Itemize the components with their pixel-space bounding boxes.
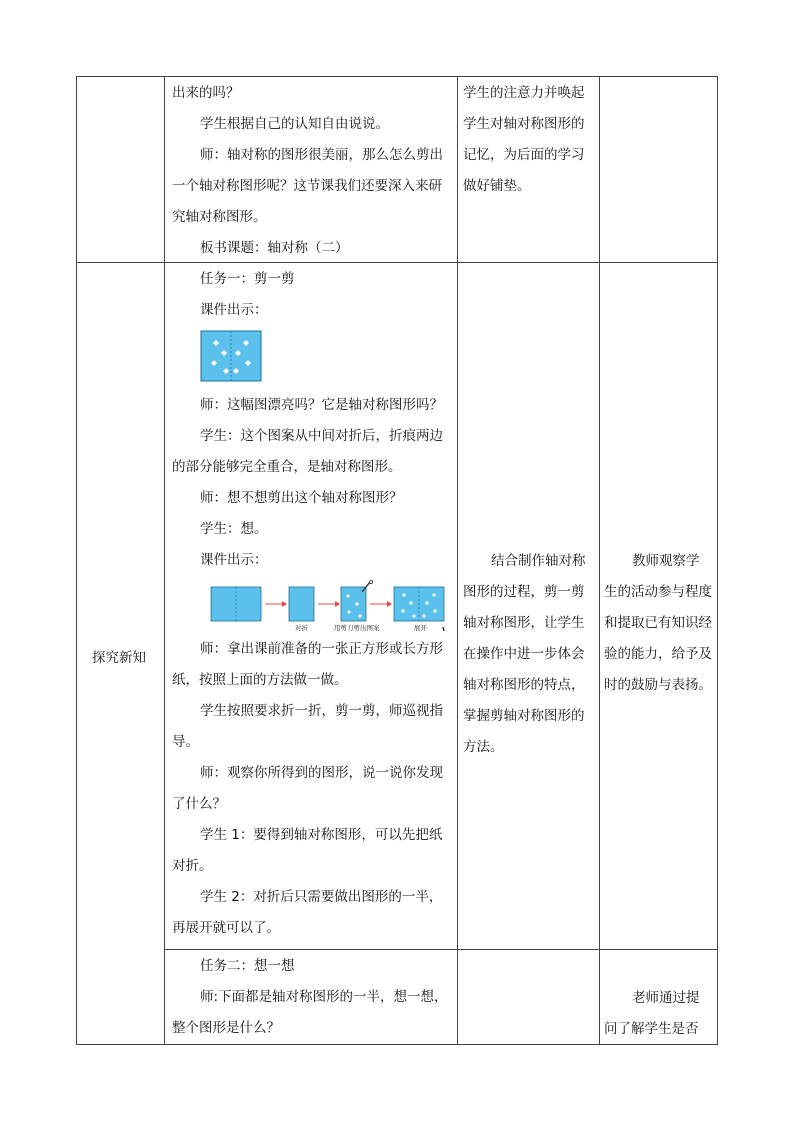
process-line: 师：观察你所得到的图形，说一说你发现了什么？ xyxy=(172,765,443,812)
process-line: 板书课题：轴对称（二） xyxy=(200,240,349,256)
stage-label: 探究新知 xyxy=(92,650,146,666)
arrow-icon xyxy=(318,601,340,607)
row-divider-2 xyxy=(164,949,718,950)
process-line: 学生：想。 xyxy=(200,521,268,537)
step-caption-unfold: 展开 xyxy=(414,624,427,632)
row3-process-cell xyxy=(172,951,452,1044)
folding-steps-figure xyxy=(210,580,456,632)
row2-eval-cell xyxy=(604,546,712,701)
table-right-border xyxy=(717,76,718,1045)
process-line: 任务一：剪一剪 xyxy=(200,271,295,287)
scissors-icon xyxy=(362,580,373,592)
eval-text: 教师观察学生的活动参与程度和提取已有知识经验的能力，给予及时的鼓励与表扬。 xyxy=(604,553,712,693)
process-line: 师：这幅图漂亮吗？它是轴对称图形吗？ xyxy=(200,397,443,413)
column-divider-2 xyxy=(457,76,458,1045)
process-line: 师：拿出课前准备的一张正方形或长方形纸，按照上面的方法做一做。 xyxy=(172,641,443,688)
row3-eval-cell xyxy=(604,983,712,1045)
process-line: 学生根据自己的认知自由说说。 xyxy=(200,116,389,132)
column-divider-3 xyxy=(599,76,600,1045)
arrow-icon xyxy=(265,601,287,607)
pattern-figure xyxy=(200,330,262,382)
process-line: 课件出示： xyxy=(200,302,268,318)
arrow-icon xyxy=(370,601,392,607)
process-line: 学生 1：要得到轴对称图形，可以先把纸对折。 xyxy=(172,827,443,874)
process-line: 学生按照要求折一折，剪一剪，师巡视指导。 xyxy=(172,703,443,750)
step-unfolded-paper xyxy=(211,587,261,621)
process-line: 任务二：想一想 xyxy=(200,958,295,974)
process-line: 学生 2：对折后只需要做出图形的一半，再展开就可以了。 xyxy=(172,889,443,936)
step-caption-fold: 对折 xyxy=(295,624,308,632)
process-line: 师：想不想剪出这个轴对称图形？ xyxy=(200,490,403,506)
process-line: 师：轴对称的图形很美丽，那么怎么剪出一个轴对称图形呢？这节课我们还要深入来研究轴对称图形。 xyxy=(172,147,443,225)
row2-intent-cell xyxy=(463,546,593,763)
process-line: 师:下面都是轴对称图形的一半，想一想，整个图形是什么？ xyxy=(172,989,448,1036)
step-folded-paper xyxy=(289,587,314,621)
intent-text: 学生的注意力并唤起学生对轴对称图形的记忆，为后面的学习做好铺垫。 xyxy=(463,85,585,194)
process-line: 课件出示： xyxy=(200,552,268,568)
table-top-border xyxy=(76,76,718,77)
column-divider-1 xyxy=(164,76,165,1045)
process-line: 出来的吗？ xyxy=(172,85,240,101)
row1-intent-cell xyxy=(463,78,593,202)
table-left-border xyxy=(76,76,77,1045)
baseline xyxy=(443,627,444,631)
step-caption-cut: 用剪刀剪出图案 xyxy=(334,624,380,632)
process-line: 学生：这个图案从中间对折后，折痕两边的部分能够完全重合，是轴对称图形。 xyxy=(172,428,443,475)
intent-text: 结合制作轴对称图形的过程，剪一剪轴对称图形，让学生在操作中进一步体会轴对称图形的特点，掌握剪轴对称图形的方法。 xyxy=(463,553,586,755)
row1-process-cell xyxy=(172,78,452,264)
eval-text: 老师通过提问了解学生是否 xyxy=(604,990,700,1037)
step-unfolded-result xyxy=(394,587,444,621)
row2-process-cell xyxy=(172,264,452,944)
